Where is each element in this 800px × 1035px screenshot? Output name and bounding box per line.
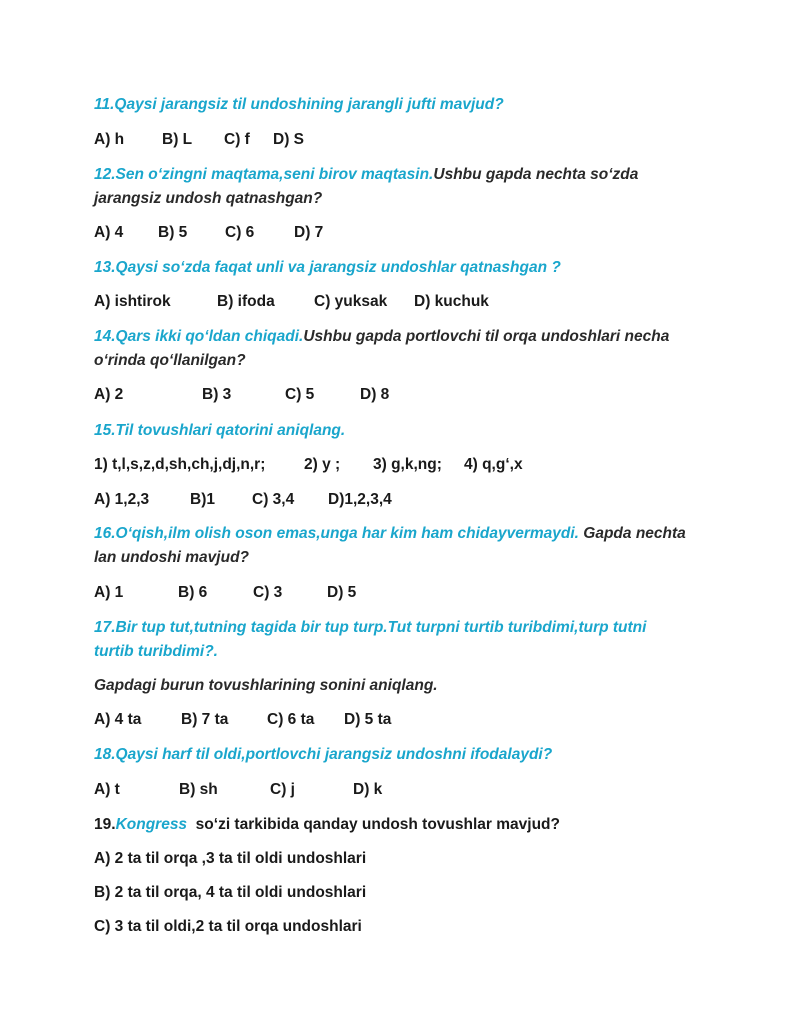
question-14-line-2: o‘rinda qo‘llanilgan? [94,352,246,369]
question-12-line-1 [94,164,638,186]
question-19-option-b: B) 2 ta til orqa, 4 ta til oldi undoshlari [94,884,367,901]
question-12-sentence: 12.Sen o‘zingni maqtama,seni birov maqtasin. [94,166,434,183]
option-a: A) 2 [94,386,124,403]
option-b: B)1 [190,491,215,508]
question-16-prompt: Gapda nechta [578,525,686,542]
option-b: B) 5 [158,224,188,241]
question-17-prompt: Gapdagi burun tovushlarining sonini aniqlang. [94,677,438,694]
item-2: 2) y ; [304,456,341,473]
question-13: 13.Qaysi so‘zda faqat unli va jarangsiz undoshlar qatnashgan ? [94,259,561,276]
option-c: C) f [224,131,250,148]
option-c: C) j [270,781,295,798]
option-a: A) 4 [94,224,124,241]
option-d: D) k [353,781,383,798]
question-19-option-a: A) 2 ta til orqa ,3 ta til oldi undoshlari [94,850,367,867]
option-a: A) ishtirok [94,293,171,310]
question-19-number: 19. [94,816,116,833]
option-d: D)1,2,3,4 [328,491,392,508]
option-b: B) L [162,131,193,148]
option-c: C) 5 [285,386,315,403]
question-14-sentence: 14.Qars ikki qo‘ldan chiqadi. [94,328,304,345]
option-d: D) 8 [360,386,390,403]
question-19-word: Kongress [115,816,188,833]
question-14-prompt: Ushbu gapda portlovchi til orqa undoshlari necha [303,328,670,345]
question-12-prompt: Ushbu gapda nechta so‘zda [433,166,639,183]
option-b: B) sh [179,781,218,798]
option-c: C) yuksak [314,293,388,310]
option-b: B) 6 [178,584,208,601]
item-1: 1) t,l,s,z,d,sh,ch,j,dj,n,r; [94,456,266,473]
option-d: D) 7 [294,224,324,241]
option-b: B) 7 ta [181,711,229,728]
question-17-line-1: 17.Bir tup tut,tutning tagida bir tup turp.Tut turpni turtib turibdimi,turp tutni [94,619,647,636]
option-b: B) 3 [202,386,232,403]
question-16-sentence: 16.O‘qish,ilm olish oson emas,unga har kim ham chidayvermaydi. [94,525,579,542]
question-19-prompt: so‘zi tarkibida qanday undosh tovushlar mavjud? [187,816,560,833]
option-a: A) 1,2,3 [94,491,150,508]
option-d: D) 5 ta [344,711,392,728]
question-17-line-2: turtib turibdimi?. [94,643,218,660]
question-11: 11.Qaysi jarangsiz til undoshining jarangli jufti mavjud? [94,96,504,113]
item-3: 3) g,k,ng; [373,456,442,473]
option-c: C) 6 [225,224,255,241]
option-c: C) 3 [253,584,283,601]
option-a: A) 4 ta [94,711,142,728]
option-d: D) kuchuk [414,293,489,310]
question-19 [94,814,560,836]
option-c: C) 6 ta [267,711,315,728]
option-c: C) 3,4 [252,491,295,508]
question-19-option-c: C) 3 ta til oldi,2 ta til orqa undoshlari [94,918,362,935]
option-b: B) ifoda [217,293,275,310]
question-12-line-2: jarangsiz undosh qatnashgan? [94,190,323,207]
question-18: 18.Qaysi harf til oldi,portlovchi jarangsiz undoshni ifodalaydi? [94,746,553,763]
question-15: 15.Til tovushlari qatorini aniqlang. [94,422,346,439]
question-16-line-1 [94,523,686,545]
question-14-line-1 [94,326,669,348]
option-d: D) 5 [327,584,357,601]
item-4: 4) q,g‘,x [464,456,523,473]
option-a: A) h [94,131,125,148]
question-16-line-2: lan undoshi mavjud? [94,549,250,566]
option-a: A) 1 [94,584,124,601]
option-d: D) S [273,131,304,148]
option-a: A) t [94,781,120,798]
